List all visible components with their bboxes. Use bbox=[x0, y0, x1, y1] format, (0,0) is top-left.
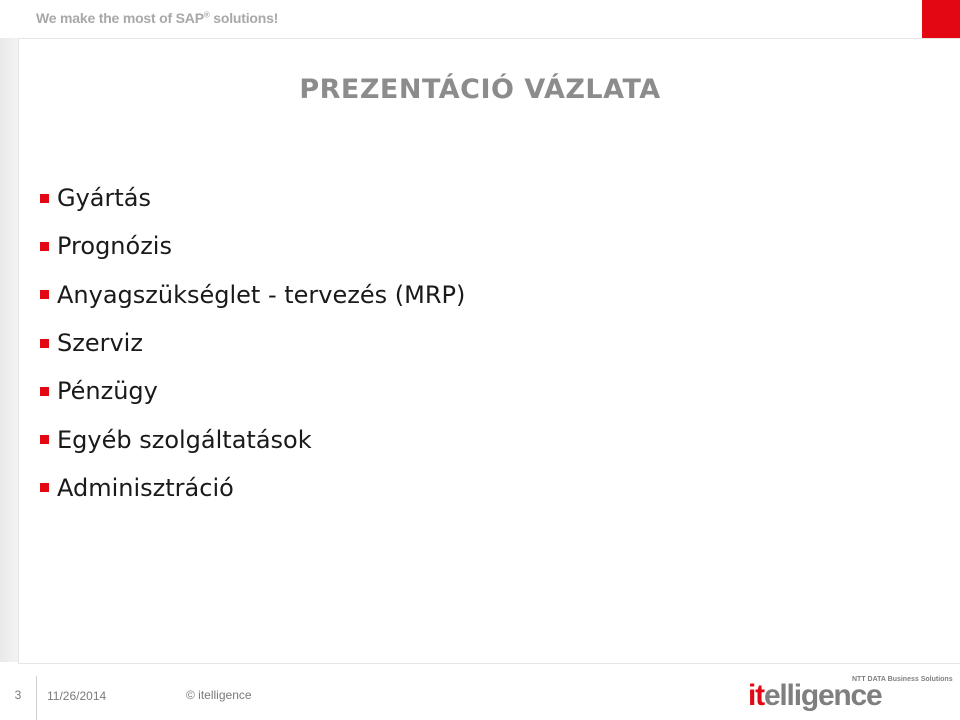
footer-copyright: © itelligence bbox=[186, 688, 252, 702]
footer-divider bbox=[36, 676, 37, 720]
list-item bbox=[40, 222, 465, 270]
list-item bbox=[40, 464, 465, 512]
logo-wordmark bbox=[748, 680, 882, 712]
bullet-square-icon bbox=[40, 435, 49, 444]
bullet-text: Anyagszükséglet - tervezés (MRP) bbox=[57, 280, 466, 309]
bullet-square-icon bbox=[40, 194, 49, 203]
tagline-text: We make the most of SAP bbox=[36, 10, 204, 26]
bullet-text: Szerviz bbox=[57, 329, 143, 358]
bullet-square-icon bbox=[40, 387, 49, 396]
bullet-list bbox=[40, 174, 465, 512]
list-item bbox=[40, 271, 465, 319]
slide-title: PREZENTÁCIÓ VÁZLATA bbox=[299, 74, 661, 105]
list-item bbox=[40, 174, 465, 222]
bullet-text: Gyártás bbox=[57, 184, 151, 213]
bullet-square-icon bbox=[40, 242, 49, 251]
bullet-text: Prognózis bbox=[57, 232, 172, 261]
list-item bbox=[40, 319, 465, 367]
tagline-text-end: solutions! bbox=[209, 10, 279, 26]
list-item bbox=[40, 415, 465, 463]
list-item bbox=[40, 367, 465, 415]
bullet-text: Egyéb szolgáltatások bbox=[57, 425, 312, 454]
bullet-text: Adminisztráció bbox=[57, 473, 234, 502]
bullet-square-icon bbox=[40, 339, 49, 348]
footer-date: 11/26/2014 bbox=[47, 689, 107, 703]
red-corner-block bbox=[922, 0, 960, 38]
header-tagline bbox=[36, 10, 278, 26]
bullet-text: Pénzügy bbox=[57, 377, 158, 406]
page-number: 3 bbox=[14, 688, 22, 702]
itelligence-logo bbox=[748, 676, 953, 712]
registered-mark: ® bbox=[203, 10, 210, 20]
logo-prefix: it bbox=[748, 679, 764, 712]
logo-rest: elligence bbox=[763, 679, 882, 712]
bullet-square-icon bbox=[40, 483, 49, 492]
bullet-square-icon bbox=[40, 290, 49, 299]
left-frame bbox=[0, 38, 18, 662]
logo-subtitle: NTT DATA Business Solutions bbox=[852, 676, 953, 683]
